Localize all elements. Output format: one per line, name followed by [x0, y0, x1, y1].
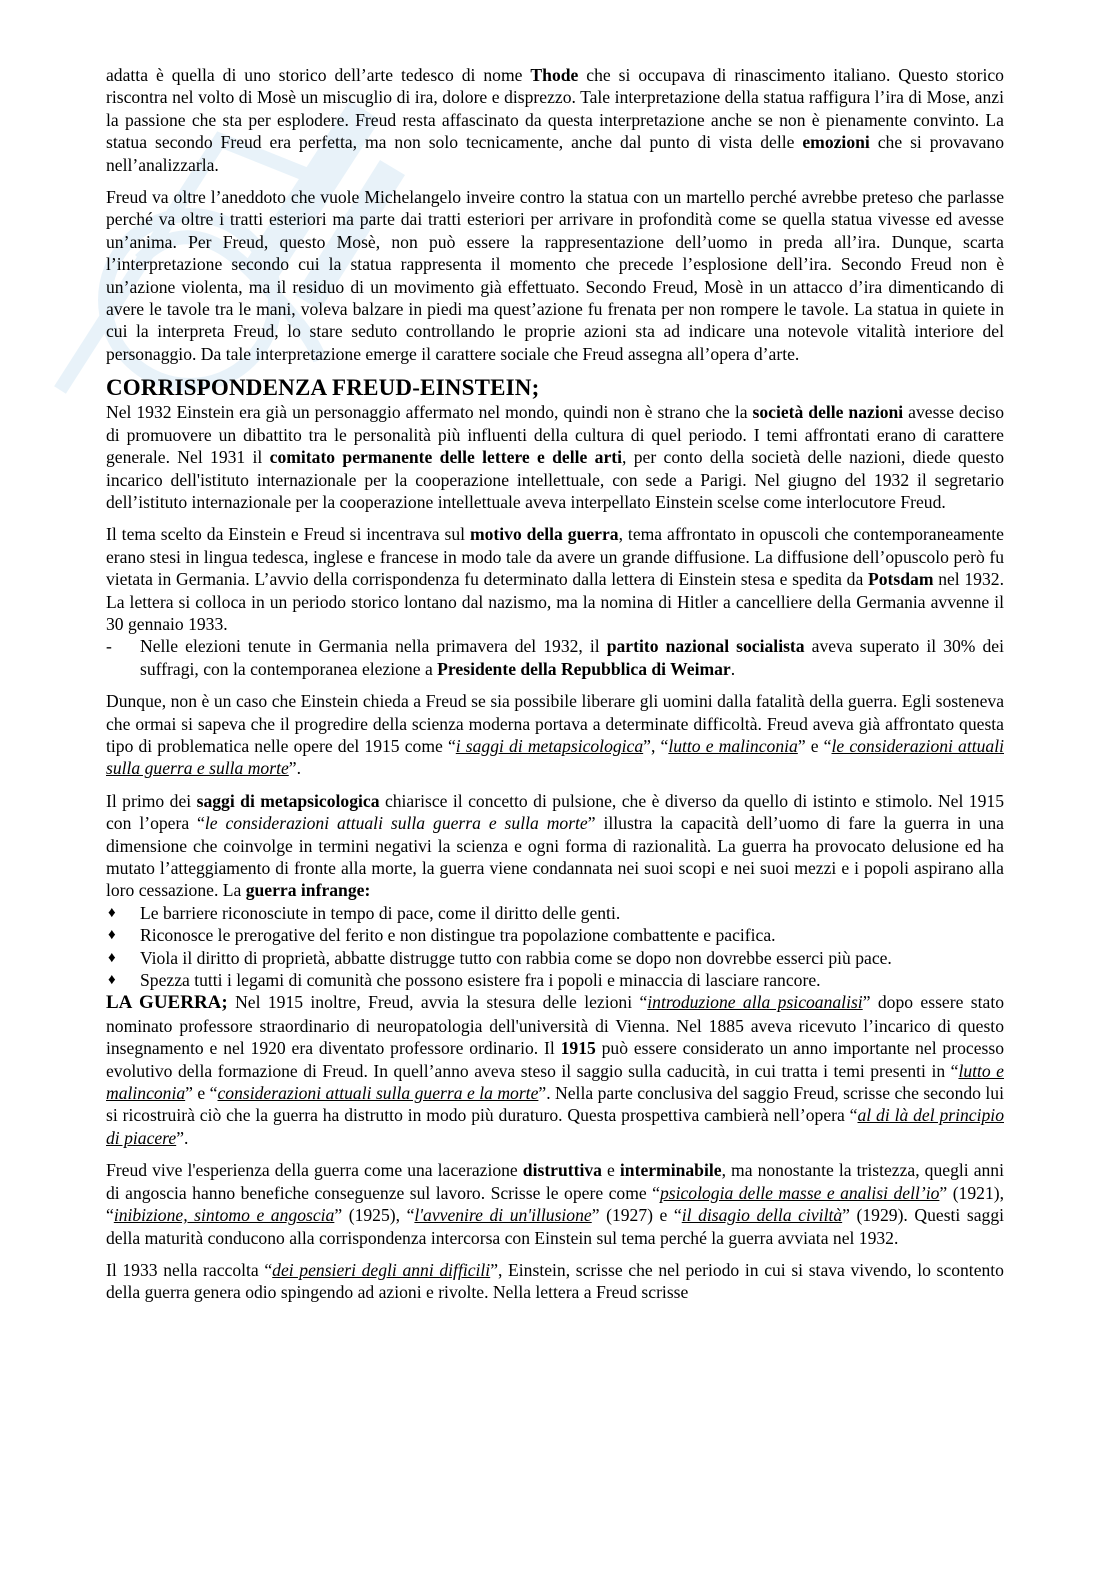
bold-text: società delle nazioni	[752, 402, 904, 423]
text-run: Freud vive l'esperienza della guerra come una lacerazione	[106, 1160, 523, 1181]
text-run: adatta è quella di uno storico dell’arte tedesco di nome	[106, 65, 531, 85]
text-run: ” e “	[185, 1083, 218, 1104]
bullet-item	[106, 924, 1004, 946]
work-title: le considerazioni attuali sulla guerra e sulla morte	[106, 735, 1004, 779]
text-run: ”, Einstein, scrisse che nel periodo in cui si stava vivendo, lo scontento della guerra genera odio spingendo ad azioni e rivolte. Nella lettera a Freud scrisse	[106, 1259, 1004, 1303]
paragraph-1	[106, 64, 1004, 176]
text-run: ” dopo essere stato nominato professore straordinario di neuropatologia dell'università di Vienna. Nel 1885 aveva ricevuto l’incarico di questo insegnamento e nel 1920 era diventato professore ordinario. Il	[106, 992, 1004, 1059]
text-run: ” (1925), “	[334, 1205, 415, 1226]
text-run: ” (1927) e “	[591, 1205, 682, 1226]
text-run: aveva superato il 30% dei suffragi, con la contemporanea elezione a	[140, 636, 1005, 679]
work-title: considerazioni attuali sulla guerra e la morte	[217, 1083, 539, 1104]
paragraph-4	[106, 523, 1004, 635]
bullet-item	[106, 969, 1004, 991]
section-heading: CORRISPONDENZA FREUD-EINSTEIN;	[106, 375, 540, 401]
diamond-bullet-icon: ♦	[108, 927, 116, 944]
paragraph-7	[106, 991, 1004, 1149]
bullet-item	[106, 902, 1004, 924]
text-run: ” illustra la capacità dell’uomo di fare la guerra in una dimensione che coinvolge in termini negativi la scienza e ogni forma di razionalità. La guerra ha provocato delusione ed ha mutato l’atteggiamento di fronte alla morte, la guerra viene condannata nei suoi scopi e nei suoi mezzi e i popoli aspirano alla loro cessazione. La	[106, 813, 1004, 901]
work-title: lutto e malinconia	[106, 1060, 1004, 1104]
paragraph-8	[106, 1159, 1004, 1249]
bullet-text: Viola il diritto di proprietà, abbatte distrugge tutto con rabbia come se dopo non dovrebbe esserci più pace.	[140, 947, 892, 968]
text-run: .	[730, 658, 736, 679]
bold-text: motivo della guerra	[469, 524, 619, 545]
bold-text: partito nazional socialista	[606, 636, 805, 657]
text-run: ”. Nella parte conclusiva del saggio Freud, scrisse che secondo lui si ricostruirà ciò che la guerra ha distrutto in modo più duraturo. Questa prospettiva cambierà nell’opera “	[106, 1083, 1004, 1126]
text-run: Il tema scelto da Einstein e Freud si incentrava sul	[106, 524, 470, 545]
text-run: Nel 1932 Einstein era già un personaggio affermato nel mondo, quindi non è strano che la	[106, 402, 753, 423]
text-run: ”.	[288, 758, 301, 779]
text-run: , tema affrontato in opuscoli che contemporaneamente erano stesi in lingua tedesca, inglese e francese in modo tale da avere un grande diffusione. La diffusione dell’opuscolo però fu vietata in Germania. L’avvio della corrispondenza fu determinato dalla lettera di Einstein stesa e spedita da	[106, 524, 1004, 590]
bold-text: comitato permanente delle lettere e delle arti	[269, 447, 622, 468]
bullet-item	[106, 947, 1004, 969]
text-run: avesse deciso di promuovere un dibattito tra le personalità più influenti della cultura di quel periodo. I temi affrontati erano di carattere generale. Nel 1931 il	[106, 402, 1004, 468]
work-title: i saggi di metapsicologica	[455, 735, 644, 756]
diamond-bullet-icon: ♦	[108, 972, 116, 989]
work-title: l'avvenire di un'illusione	[414, 1205, 592, 1226]
text-run: , per conto della società delle nazioni, diede questo incarico dell'istituto internazionale per la cooperazione intellettuale, con sede a Parigi. Nel giugno del 1932 il segretario dell’istituto internazionale per la cooperazione intellettuale aveva interpellato Einstein scelse come interlocutore Freud.	[106, 447, 1004, 512]
text-run: Nelle elezioni tenute in Germania nella primavera del 1932, il	[140, 636, 607, 657]
bullet-text: Le barriere riconosciute in tempo di pace, come il diritto delle genti.	[140, 902, 621, 923]
text-run: ”.	[176, 1127, 189, 1148]
text-run: Nel 1915 inoltre, Freud, avvia la stesura delle lezioni “	[227, 992, 648, 1013]
dash-list	[106, 635, 1004, 680]
paragraph-9	[106, 1259, 1004, 1304]
paragraph-5	[106, 690, 1004, 780]
bold-text: emozioni	[802, 132, 870, 153]
text-run: Freud va oltre l’aneddoto che vuole Michelangelo inveire contro la statua con un martello perché avrebbe preteso che parlasse perché va oltre i tratti esteriori ma parte dai tratti esteriori per arrivare in profondità come se quella statua vivesse ed avesse un’anima. Per Freud, questo Mosè, non può essere la rappresentazione dell’uomo in preda all’ira. Dunque, scarta l’interpretazione secondo cui la statua rappresenta il momento che precede l’esplosione dell’ira. Secondo Freud non è un’azione violenta, ma il residuo di un movimento già effettuato. Secondo Freud, Mosè in un attacco d’ira dimenticando di avere le tavole tra le mani, voleva balzare in piedi ma quest’azione fu frenata per non rompere le tavole. La statua in quiete in cui la interpreta Freud, lo stare seduto controllando le proprie azioni sta ad indicare una notevole vitalità interiore del personaggio. Da tale interpretazione emerge il carattere sociale che Freud assegna all’opera d’arte.	[106, 187, 1004, 364]
bold-text: distruttiva	[522, 1160, 602, 1181]
paragraph-6	[106, 790, 1004, 902]
bullet-list	[106, 902, 1004, 992]
work-title: lutto e malinconia	[668, 735, 798, 756]
diamond-bullet-icon: ♦	[108, 949, 116, 966]
work-title: dei pensieri degli anni difficili	[272, 1259, 491, 1280]
paragraph-3	[106, 401, 1004, 513]
work-title: al di là del principio di piacere	[106, 1105, 1004, 1148]
bold-text: interminabile	[619, 1160, 722, 1181]
work-title: il disagio della civiltà	[681, 1205, 843, 1226]
work-title: introduzione alla psicoanalisi	[647, 992, 863, 1013]
work-title: inibizione, sintomo e angoscia	[113, 1205, 335, 1226]
diamond-bullet-icon: ♦	[108, 904, 116, 921]
text-run: chiarisce il concetto di pulsione, che è diverso da quello di istinto e stimolo. Nel 1915 con l’opera “	[106, 790, 1004, 834]
text-run: può essere considerato un anno importante nel processo evolutivo della formazione di Freud. In quell’anno aveva steso il saggio sulla caducità, in cui tratta i temi presenti in “	[106, 1038, 1004, 1081]
bold-text: Thode	[530, 65, 579, 85]
text-run: Il 1933 nella raccolta “	[106, 1259, 273, 1280]
text-run: , ma nonostante la tristezza, quegli anni di angoscia hanno benefiche conseguenze sul lavoro. Scrisse le opere come “	[106, 1160, 1004, 1203]
text-run: che si provavano nell’analizzarla.	[106, 132, 1004, 175]
text-run: Dunque, non è un caso che Einstein chieda a Freud se sia possibile liberare gli uomini dalla fatalità della guerra. Egli sosteneva che ormai si sapeva che il progredire della scienza moderna portava a determinate difficoltà. Freud aveva già affrontato questa tipo di problematica nelle opere del 1915 come “	[106, 691, 1004, 756]
bold-text: saggi di metapsicologica	[196, 790, 380, 811]
dash-item-text	[140, 636, 1004, 678]
text-run: e	[601, 1160, 620, 1181]
text-run: ” e “	[797, 735, 832, 756]
italic-text: le considerazioni attuali sulla guerra e sulla morte	[204, 813, 588, 834]
bullet-text: Spezza tutti i legami di comunità che possono esistere fra i popoli e minaccia di lasciare rancore.	[140, 970, 821, 991]
paragraph-2	[106, 186, 1004, 365]
text-run: ” (1921), “	[106, 1182, 1004, 1226]
bold-text: 1915	[560, 1038, 596, 1059]
dash-marker: -	[106, 636, 112, 657]
work-title: psicologia delle masse e analisi dell’io	[659, 1182, 940, 1203]
bold-text: guerra infrange:	[245, 880, 371, 901]
bullet-text: Riconosce le prerogative del ferito e non distingue tra popolazione combattente e pacifica.	[140, 925, 776, 946]
text-run: che si occupava di rinascimento italiano. Questo storico riscontra nel volto di Mosè un miscuglio di ira, dolore e disprezzo. Tale interpretazione della statua raffigura l’ira di Mose, anzi la passione che sta per esplodere. Freud resta affascinato da questa interpretazione anche se non è pienamente convinto. La statua secondo Freud era perfetta, ma non solo tecnicamente, anche dal punto di vista delle	[106, 65, 1004, 153]
text-run: ”, “	[643, 735, 669, 756]
text-run: Il primo dei	[106, 790, 197, 811]
dash-list-item	[106, 635, 1004, 680]
bold-text: Potsdam	[867, 569, 934, 590]
bold-text: Presidente della Repubblica di Weimar	[437, 658, 731, 679]
text-run: ” (1929). Questi saggi della maturità conducono alla corrispondenza intercorsa con Einstein sul tema perché la guerra avviata nel 1932.	[106, 1205, 1005, 1248]
inline-heading: LA GUERRA;	[106, 992, 228, 1014]
text-run: nel 1932. La lettera si colloca in un periodo storico lontano dal nazismo, ma la nomina di Hitler a cancelliere della Germania avvenne il 30 gennaio 1933.	[106, 569, 1004, 634]
document-page	[106, 64, 1004, 1314]
